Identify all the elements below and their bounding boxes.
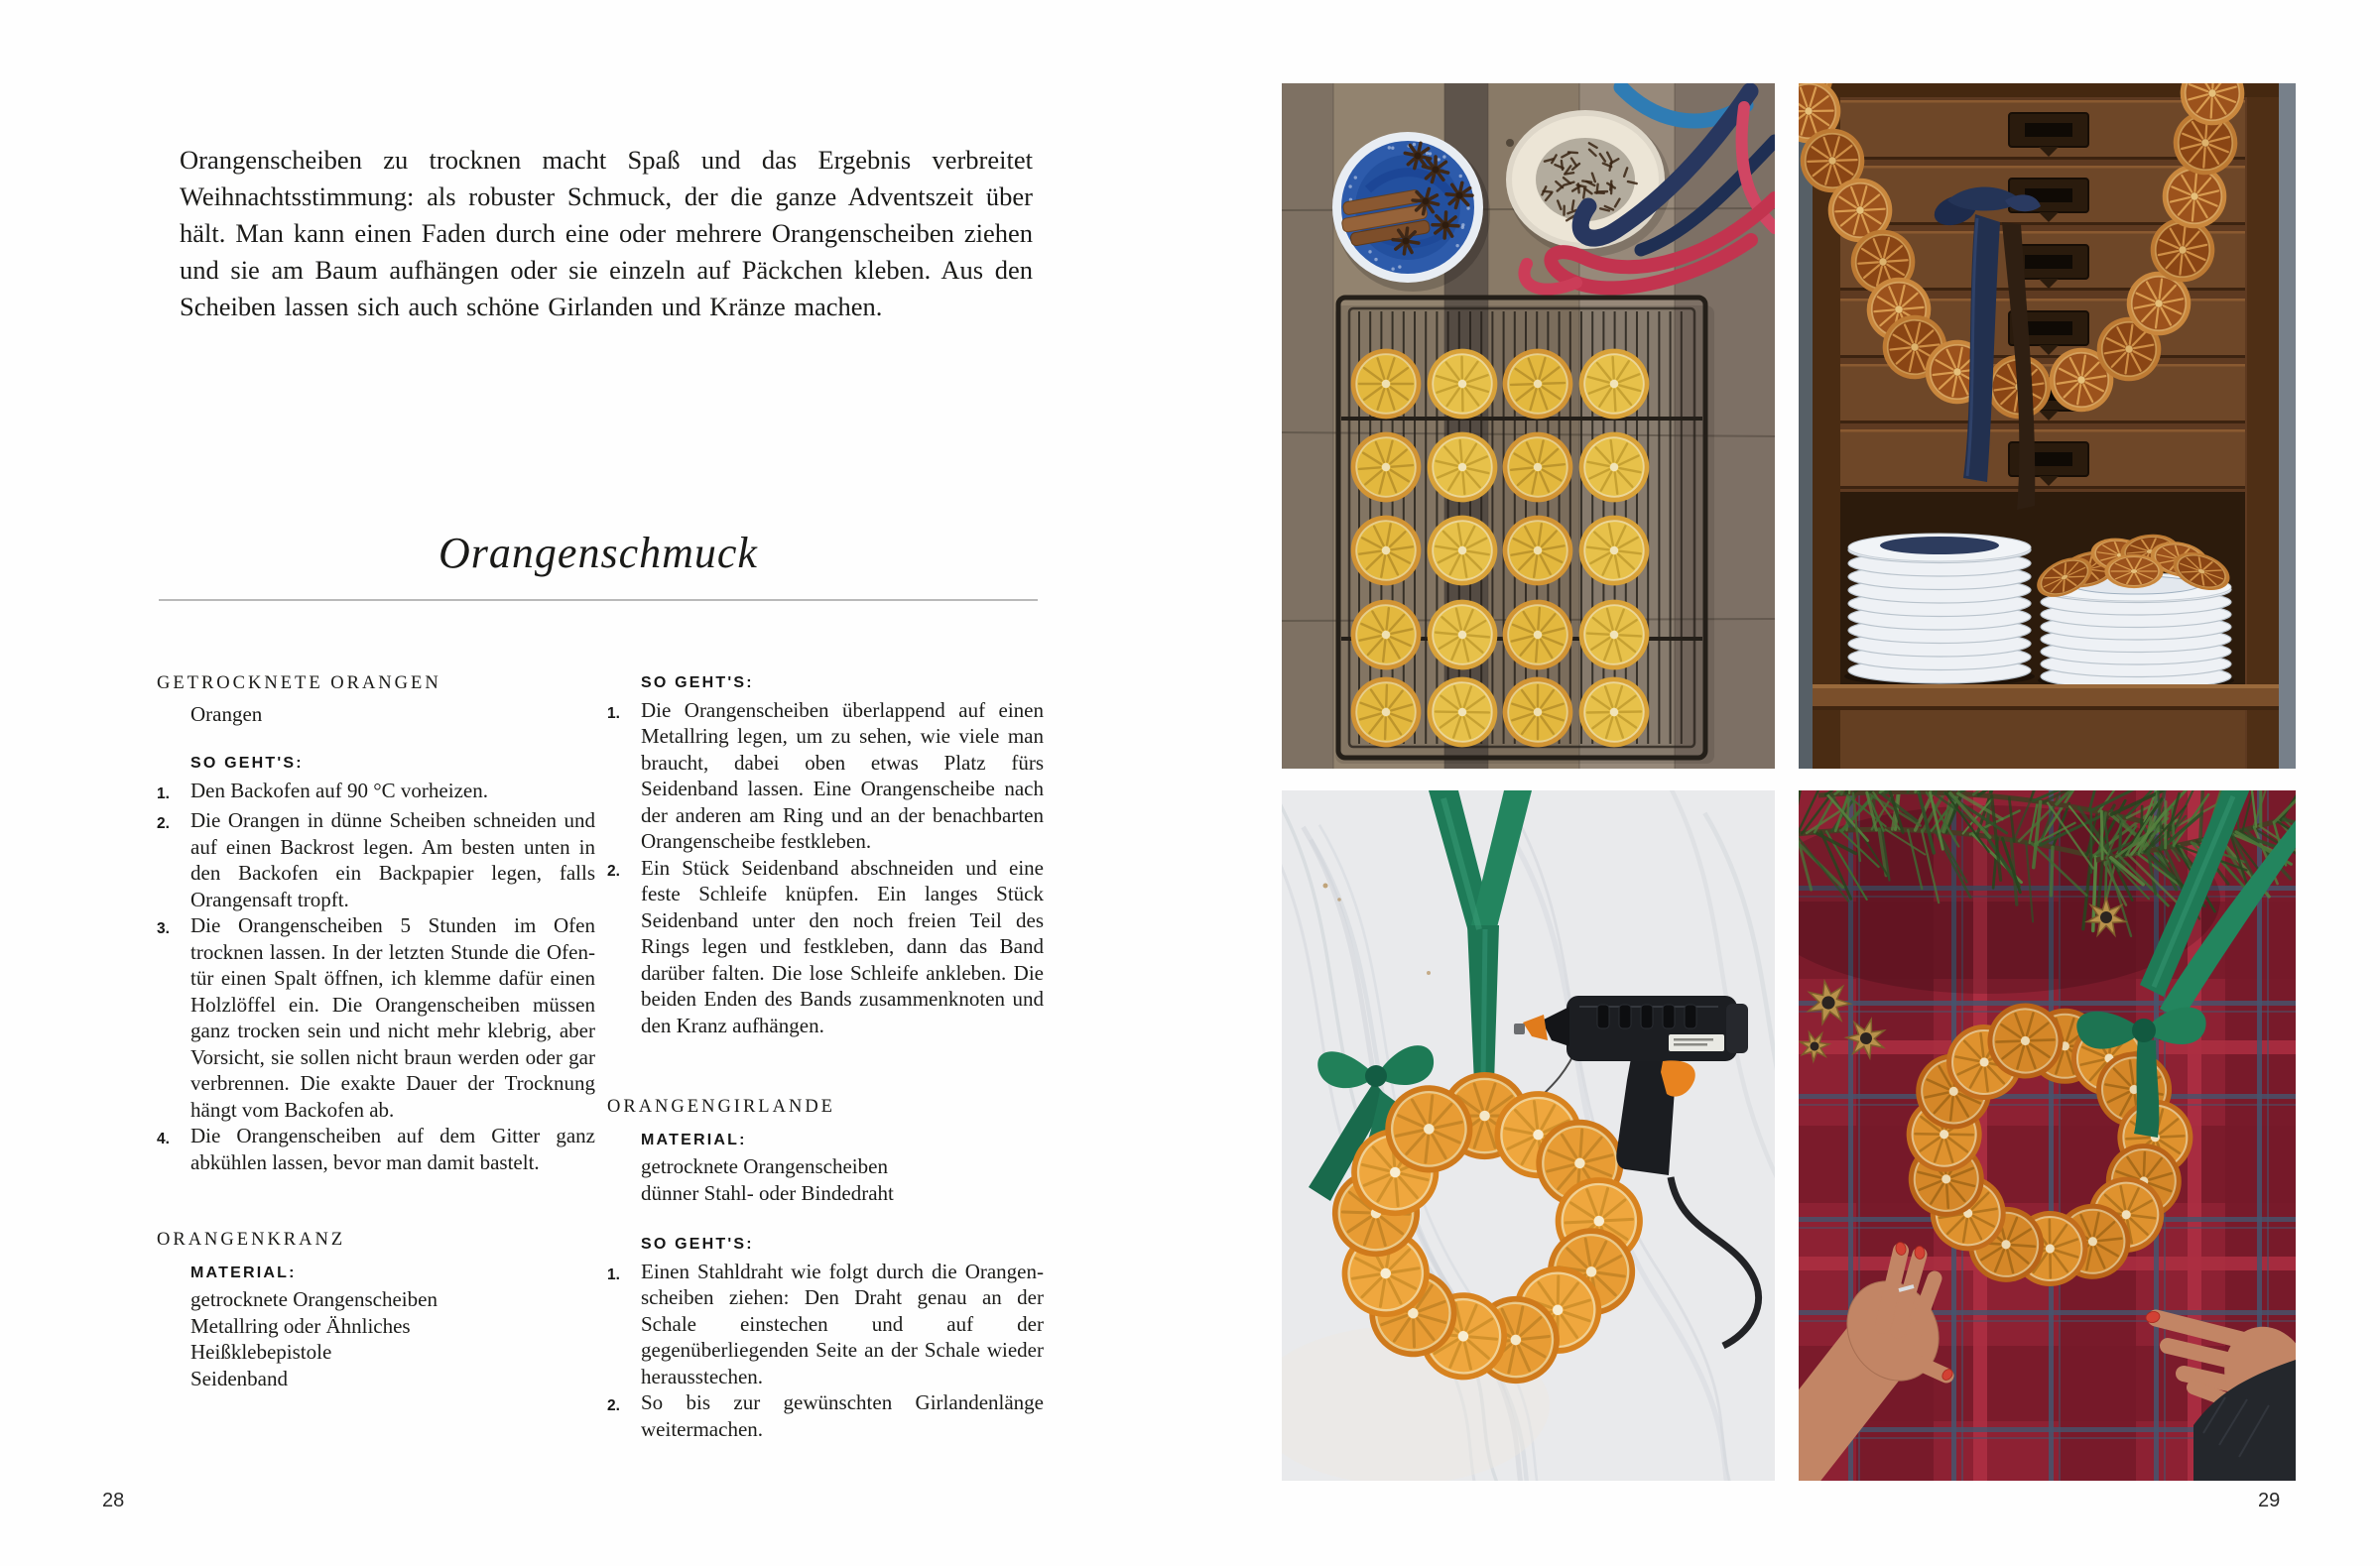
photo-drying-rack: [1282, 83, 1775, 769]
material-label-garland: MATERIAL:: [641, 1131, 747, 1148]
material-item: Metallring oder Ähnliches: [190, 1313, 411, 1338]
heading-garland: ORANGENGIRLANDE: [607, 1097, 835, 1117]
step-text: So bis zur gewünschten Girlandenlänge weitermachen.: [641, 1390, 1044, 1441]
ingredient-line: Orangen: [190, 701, 263, 726]
step-number: 4.: [157, 1131, 170, 1147]
step-number: 3.: [157, 920, 170, 937]
step-item: [607, 855, 1044, 1039]
column-left: [157, 670, 595, 1391]
step-text: Die Orangenscheiben überlappend auf einen Metallring legen, um zu sehen, wie viele man braucht, dabei oben etwas Platz fürs Seidenband lassen. Eine Orangenscheibe nach der anderen am Ring und an der benachbarten Orangenscheibe festkleben.: [641, 697, 1044, 853]
step-item: [157, 1123, 595, 1175]
material-label-wreath: MATERIAL:: [190, 1264, 297, 1281]
material-item: Seidenband: [190, 1366, 288, 1390]
material-item: getrocknete Orangenscheiben: [641, 1154, 888, 1178]
page-number-left: 28: [102, 1490, 125, 1511]
material-item: Heißklebepistole: [190, 1340, 332, 1364]
intro-paragraph: Orangenscheiben zu trocknen macht Spaß und das Ergebnis verbreitet Weihnachtsstimmung: als robuster Schmuck, der die ganze Adventszeit über hält. Man kann einen Faden durch eine oder mehrere Orangenscheiben ziehen und sie am Baum aufhängen oder sie einzeln auf Päckchen kleben. Aus den Scheiben lassen sich auch schöne Girlanden und Kränze machen.: [180, 145, 1033, 321]
step-number: 1.: [157, 784, 170, 802]
step-item: [157, 807, 595, 912]
step-number: 1.: [607, 1265, 620, 1283]
step-text: Die Orangenscheiben auf dem Gitter ganz abkühlen lassen, bevor man damit bastelt.: [190, 1124, 595, 1174]
step-text: Den Backofen auf 90 °C vorheizen.: [190, 778, 488, 802]
page-title: Orangenschmuck: [438, 529, 758, 577]
step-item: [607, 1389, 1044, 1442]
photo-wreath-hands: [1799, 790, 2296, 1481]
material-item: getrocknete Orangenscheiben: [190, 1287, 438, 1311]
step-text: Ein Stück Seidenband abschneiden und eine feste Schleife knüpfen. Ein langes Stück Seidenband unter den noch freien Teil des Rings legen und festkleben, dann das Band darüber falten. Die lose Schleife ankleben. Die beiden Enden des Bands zusammenknoten und den Kranz aufhängen.: [641, 855, 1044, 1037]
step-number: 2.: [607, 862, 620, 880]
page-number-right: 29: [2258, 1490, 2281, 1511]
step-item: [607, 697, 1044, 855]
steps-label-wreath: SO GEHT'S:: [641, 674, 754, 691]
divider-rule: [159, 599, 1038, 601]
heading-wreath: ORANGENKRANZ: [157, 1230, 346, 1250]
column-right: [607, 670, 1044, 1442]
photo-wreath-gluegun: [1282, 790, 1775, 1481]
step-item: [157, 912, 595, 1123]
steps-label-garland: SO GEHT'S:: [641, 1236, 754, 1253]
step-text: Die Orangenscheiben 5 Stunden im Ofen trocknen lassen. In der letzten Stunde die Ofentür einen Spalt öffnen, ich klemme dafür einen Holzlöffel ein. Die Orangenscheiben müssen ganz trocken sein und nicht mehr klebrig, aber Vorsicht, sie sollen nicht braun werden oder gar verbrennen. Die exakte Dauer der Trocknung hängt vom Backofen ab.: [190, 913, 595, 1122]
heading-dried-oranges: GETROCKNETE ORANGEN: [157, 673, 441, 693]
step-item: [157, 778, 595, 808]
step-number: 1.: [607, 704, 620, 722]
step-item: [607, 1259, 1044, 1390]
steps-label-dried: SO GEHT'S:: [190, 755, 304, 772]
plate-stack-left: [1844, 534, 2035, 686]
material-item: dünner Stahl- oder Bindedraht: [641, 1180, 894, 1205]
step-number: 2.: [157, 815, 170, 832]
step-text: Einen Stahldraht wie folgt durch die Orangenscheiben ziehen: Den Draht genau an der Schale einstechen und auf der gegenüberliegenden Seite an der Schale wieder herausstechen.: [641, 1259, 1044, 1388]
step-number: 2.: [607, 1397, 620, 1414]
step-text: Die Orangen in dünne Scheiben schneiden und auf einen Backrost legen. Am besten unten in den Backofen ein Backpapier legen, falls Orangensaft tropft.: [190, 808, 595, 911]
photo-garland-cabinet: [1799, 83, 2296, 769]
